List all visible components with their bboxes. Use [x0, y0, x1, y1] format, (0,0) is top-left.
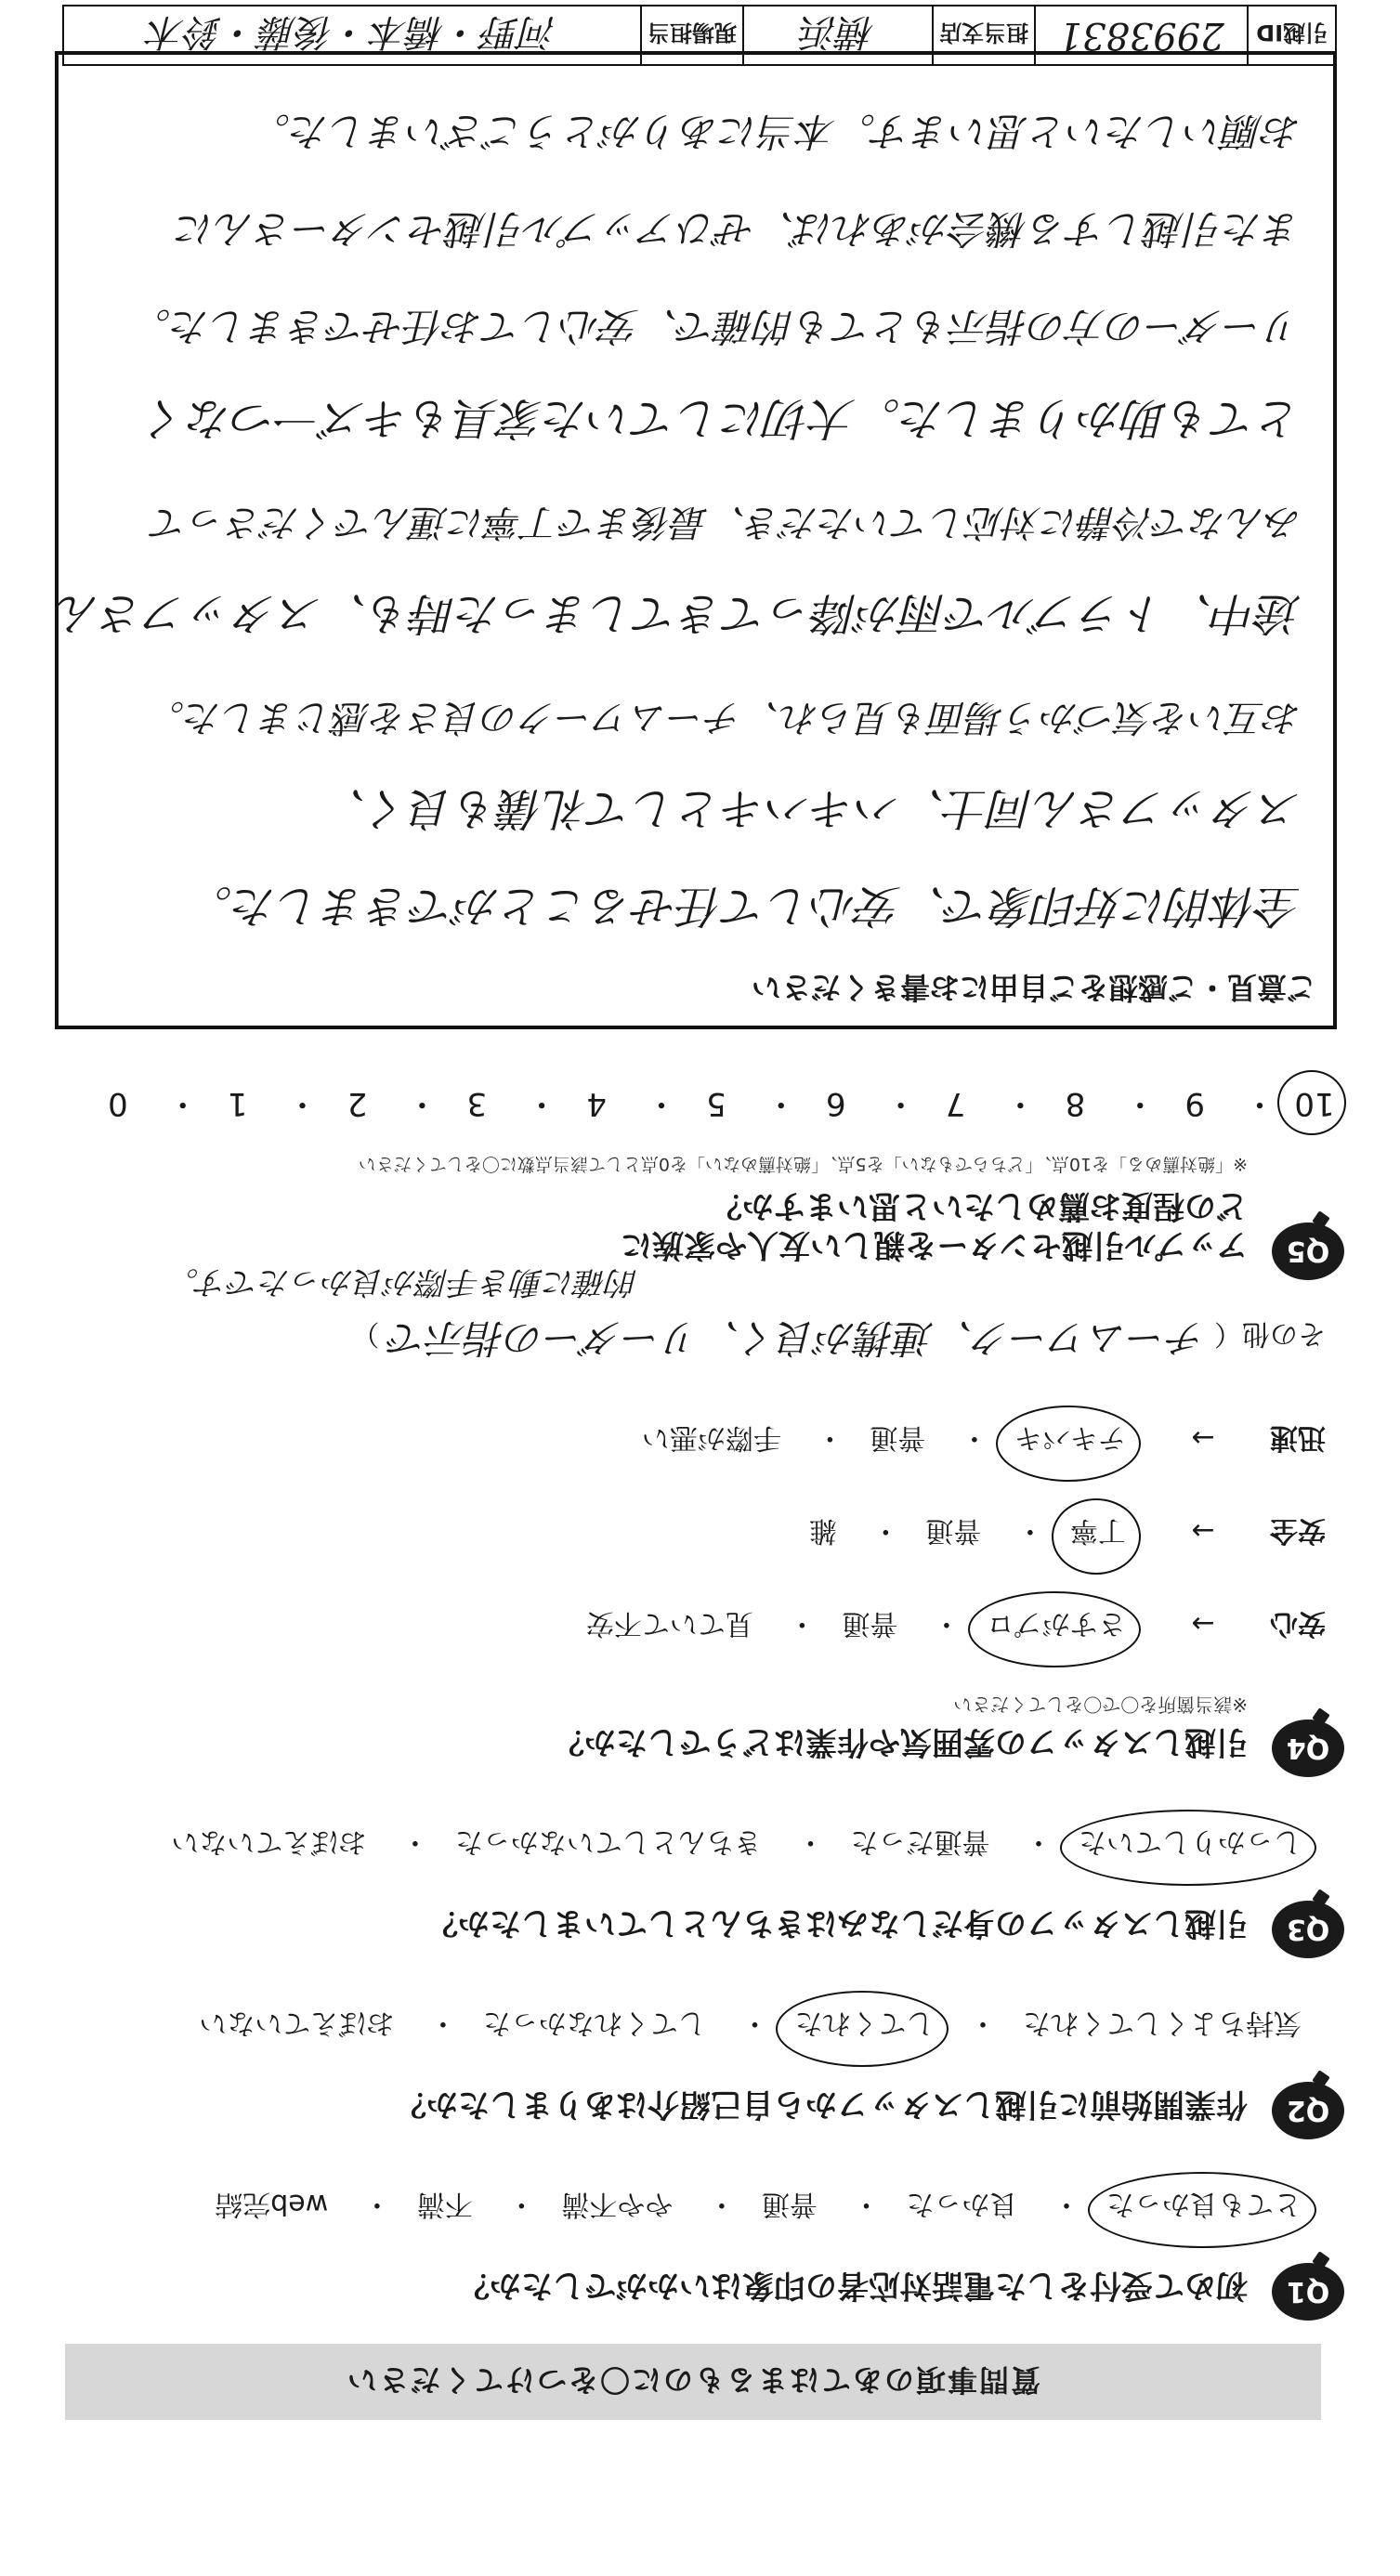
- instruction-banner: [65, 2344, 1321, 2420]
- q4-row-3-category: 迅速: [1270, 1421, 1326, 1454]
- branch-value: 横浜: [742, 7, 932, 64]
- comment-line-2: スタッフさん同士、ハキハキとして礼儀も良く、: [321, 782, 1302, 834]
- q4-row-1-option-2[interactable]: 普通: [842, 1607, 898, 1640]
- q4-other-text[interactable]: チームワーク、連携が良く、リーダーの指示で: [387, 1315, 1206, 1361]
- comment-line-8: また引越しする機会があれば、ぜひアップル引越センターさんに: [176, 206, 1302, 252]
- branch-label: 担当支店: [932, 7, 1034, 64]
- q3-badge: Q3: [1272, 1901, 1344, 1958]
- scale-option-8[interactable]: 8: [1065, 1085, 1086, 1122]
- q5-badge: Q5: [1272, 1223, 1344, 1280]
- comment-line-5: みんなで冷静に対応していただき、最後まで丁寧に運んでくださって: [150, 501, 1302, 543]
- q1-option-4[interactable]: やや不満: [561, 2188, 674, 2220]
- scale-option-2[interactable]: 2: [347, 1085, 368, 1122]
- q4-row-1-option-3[interactable]: 見ていて不安: [585, 1607, 753, 1640]
- q3-option-3[interactable]: きちんとしていなかった: [454, 1825, 762, 1858]
- comments-title: ご意見・ご感想をご自由にお書きください: [751, 970, 1316, 1005]
- q4-row-2-option-2[interactable]: 普通: [925, 1514, 982, 1547]
- q2-option-4[interactable]: おぼえていない: [199, 2007, 395, 2039]
- q5-text-line-1: アップル引越センターを親しい友人や家族に: [621, 1226, 1248, 1263]
- q3-options: しっかりしていた・ 普通だった・ きちんとしていなかった・ おぼえていない: [165, 1824, 1307, 1865]
- q2-option-3[interactable]: してくれなかった: [482, 2007, 706, 2039]
- scale-option-4[interactable]: 4: [586, 1085, 607, 1122]
- q4-row-3-option-1[interactable]: テキパキ: [1009, 1420, 1132, 1461]
- q1-option-2[interactable]: 良かった: [906, 2188, 1018, 2220]
- id-label: 引越ID: [1247, 7, 1335, 64]
- q1-badge: Q1: [1272, 2263, 1344, 2321]
- q1-option-3[interactable]: 普通: [761, 2188, 818, 2220]
- info-table: [62, 5, 1337, 66]
- q4-badge: Q4: [1272, 1720, 1344, 1777]
- q5-note: ※「絶対薦める」を10点、「どちらでもない」を5点、「絶対薦めない」を0点として該当点数に〇をしてください: [358, 1154, 1248, 1174]
- q4-row-2-category: 安全: [1270, 1514, 1326, 1547]
- q2-badge: Q2: [1272, 2082, 1344, 2139]
- q4-other: [351, 1313, 1326, 1368]
- comment-line-6: とても助かりました。大切にしていた家具もキズ一つなく: [142, 392, 1302, 444]
- scale-option-0[interactable]: 0: [108, 1085, 128, 1122]
- q4-other-continued: [167, 1262, 638, 1308]
- q2-option-2[interactable]: してくれた: [789, 2006, 939, 2046]
- q1-options: とても良かった・ 良かった・ 普通・ やや不満・ 不満・ web完結: [209, 2187, 1307, 2228]
- staff-value: 河野・橋本・後藤・鈴木: [148, 10, 557, 54]
- q4-other-text-2[interactable]: 的確に動き手際が良かったです。: [166, 1263, 638, 1301]
- scale-option-6[interactable]: 6: [825, 1085, 846, 1122]
- comments-box[interactable]: [55, 51, 1337, 1029]
- q3-option-2[interactable]: 普通だった: [850, 1825, 990, 1858]
- banner-text: 質問事項のあてはまるものに〇をつけてください: [346, 2362, 1041, 2398]
- q4-row-3-option-3[interactable]: 手際が悪い: [641, 1421, 781, 1454]
- q3-option-4[interactable]: おぼえていない: [171, 1825, 367, 1858]
- q1-option-6[interactable]: web完結: [215, 2188, 329, 2220]
- scale-option-3[interactable]: 3: [466, 1085, 488, 1122]
- q4-row-2-option-3[interactable]: 雑: [808, 1514, 837, 1547]
- arrow-icon: →: [1191, 1607, 1215, 1640]
- q4-note: ※該当箇所を〇で〇をしてください: [953, 1693, 1248, 1716]
- q4-row-1-option-1[interactable]: さすがプロ: [981, 1606, 1132, 1647]
- q4-row-anzen: 安全 → 丁寧・ 普通・ 雑: [804, 1513, 1326, 1554]
- q4-row-3-option-2[interactable]: 普通: [870, 1421, 926, 1454]
- id-value: 2993831: [1034, 7, 1247, 64]
- q4-row-1-category: 安心: [1270, 1607, 1326, 1640]
- q3-option-1[interactable]: しっかりしていた: [1073, 1824, 1307, 1865]
- q2-option-1[interactable]: 気持ちよくしてくれた: [1023, 2007, 1302, 2039]
- q4-row-anshin: 安心 → さすがプロ・ 普通・ 見ていて不安: [581, 1606, 1326, 1647]
- q1-text: 初めて受付をした電話対応者の印象はいかがでしたか？: [458, 2267, 1248, 2304]
- q4-other-close: ）: [351, 1317, 380, 1350]
- q1-option-5[interactable]: 不満: [416, 2188, 473, 2220]
- q4-row-jinsoku: 迅速 → テキパキ・ 普通・ 手際が悪い: [636, 1420, 1326, 1461]
- q4-text: 引越しスタッフの雰囲気や作業はどうでしたか？: [553, 1723, 1248, 1760]
- scale-option-7[interactable]: 7: [945, 1085, 966, 1122]
- q5-scale: 10・ 9・ 8・ 7・ 6・ 5・ 4・ 3・ 2・ 1・ 0: [90, 1084, 1342, 1130]
- comment-line-4: 途中、トラブルで雨が降ってきてしまった時も、スタッフさん: [54, 587, 1302, 639]
- q4-other-label: その他（: [1214, 1317, 1326, 1350]
- scale-option-9[interactable]: 9: [1184, 1085, 1206, 1122]
- scale-option-10[interactable]: 10: [1287, 1085, 1342, 1122]
- comment-line-3: お互いを気づかう場面も見られ、チームワークの良さを感じました。: [147, 696, 1302, 739]
- scale-option-5[interactable]: 5: [706, 1085, 726, 1122]
- arrow-icon: →: [1191, 1421, 1215, 1454]
- comment-line-1: 全体的に好印象で、安心して任せることができました。: [187, 880, 1302, 932]
- q3-text: 引越しスタッフの身だしなみはきちんとしていましたか？: [426, 1904, 1248, 1942]
- q1-option-1[interactable]: とても良かった: [1101, 2187, 1307, 2228]
- comment-line-9: お願いしたいと思います。本当にありがとうございました。: [251, 109, 1302, 154]
- q4-row-2-option-1[interactable]: 丁寧: [1065, 1513, 1132, 1554]
- q5-text-line-2: どの程度お薦めしたいと思いますか？: [711, 1187, 1248, 1224]
- q2-options: 気持ちよくしてくれた・ してくれた・ してくれなかった・ おぼえていない: [193, 2006, 1307, 2046]
- scale-option-1[interactable]: 1: [227, 1085, 248, 1122]
- staff-label: 現場担当: [640, 7, 742, 64]
- comment-line-7: リーダーの方の指示もとても的確で、安心してお任せできました。: [131, 304, 1302, 349]
- arrow-icon: →: [1191, 1514, 1215, 1547]
- q2-text: 作業開始前に引越しスタッフから自己紹介はありましたか？: [395, 2086, 1248, 2123]
